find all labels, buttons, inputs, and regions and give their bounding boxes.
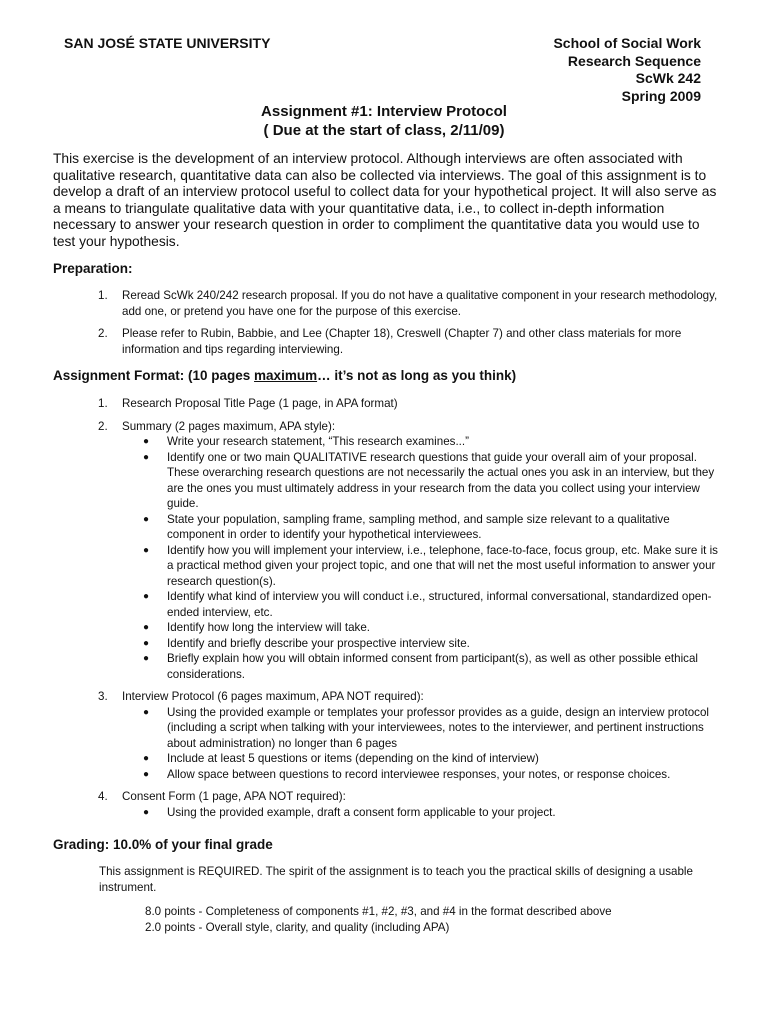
bullet-item: ● Identify how long the interview will take.: [143, 621, 370, 634]
bullet-item: ● Identify how you will implement your interview, i.e., telephone, face-to-face, focus group, etc. Make sure it is a practical method given your project topic, and one that will net the most useful information to answer your research question(s).: [143, 543, 718, 588]
bullet-item: ● Identify one or two main QUALITATIVE research questions that guide your overall aim of your proposal. These overarching research questions are not necessarily the actual ones you ask in an interview, but they are the ones you must ultimately address in your research from the data you collect using your interview guide.: [143, 450, 715, 510]
bullet-icon: ●: [143, 591, 150, 602]
bullet-icon: ●: [143, 768, 150, 780]
item-text: Reread ScWk 240/242 research proposal. If you do not have a qualitative component in your research methodology, add one, or pretend you have one for the purpose of this exercise.: [122, 289, 718, 318]
bullet-item: ● Identify what kind of interview you will conduct i.e., structured, informal conversational, standardized open-ended interview, etc.: [143, 590, 712, 619]
format-heading-tail: … it’s not as long as you think): [317, 368, 517, 383]
item-number: 4.: [98, 790, 108, 803]
bullet-icon: ●: [143, 806, 150, 818]
format-heading-text: Assignment Format: (10 pages: [53, 368, 255, 383]
item-text: Summary (2 pages maximum, APA style):: [122, 419, 336, 433]
bullet-item: ● Write your research statement, “This research examines...”: [143, 435, 469, 448]
bullet-item: ● State your population, sampling frame, sampling method, and sample size relevant to a qualitative component in order to identify your hypothetical interviewees.: [143, 512, 670, 541]
bullet-icon: ●: [143, 622, 150, 633]
course-info: [553, 35, 701, 105]
summary-bullets: [122, 434, 723, 682]
protocol-bullets: [122, 705, 723, 783]
item-number: 3.: [98, 690, 108, 703]
list-item: [53, 689, 723, 782]
bullet-item: ● Using the provided example or templates your professor provides as a guide, design an interview protocol (including a script when talking with your interviewees, notes to the interviewer, and pertinent instructions about administration) no longer than 6 pages: [143, 705, 709, 750]
bullet-item: ● Allow space between questions to record interviewee responses, your notes, or response choices.: [143, 767, 671, 781]
title-line-1: Assignment #1: Interview Protocol: [261, 103, 507, 120]
item-number: 2.: [98, 419, 108, 433]
points-line: 8.0 points - Completeness of components #1, #2, #3, and #4 in the format described above: [145, 905, 612, 918]
format-heading-emphasis: maximum: [254, 368, 318, 383]
bullet-icon: ●: [143, 544, 150, 556]
preparation-list: [53, 288, 723, 364]
item-text: Interview Protocol (6 pages maximum, APA NOT required):: [122, 690, 424, 703]
bullet-icon: ●: [143, 436, 150, 447]
grading-points: [145, 904, 612, 935]
consent-bullets: [122, 805, 723, 821]
list-item: [53, 419, 723, 683]
bullet-icon: ●: [143, 637, 150, 649]
grading-heading: Grading: 10.0% of your final grade: [53, 837, 273, 852]
item-text: Research Proposal Title Page (1 page, in APA format): [122, 397, 398, 410]
assignment-title: [0, 102, 768, 140]
list-item: [53, 396, 723, 412]
title-line-2: ( Due at the start of class, 2/11/09): [263, 122, 505, 139]
item-text: Please refer to Rubin, Babbie, and Lee (Chapter 18), Creswell (Chapter 7) and other class materials for more information and tips regarding interviewing.: [122, 327, 682, 356]
bullet-icon: ●: [143, 513, 150, 525]
bullet-item: ● Using the provided example, draft a consent form applicable to your project.: [143, 805, 556, 819]
list-item: [53, 789, 723, 820]
bullet-icon: ●: [143, 653, 150, 664]
item-text: Consent Form (1 page, APA NOT required):: [122, 790, 346, 803]
university-name: SAN JOSÉ STATE UNIVERSITY: [64, 35, 271, 51]
bullet-item: ● Identify and briefly describe your prospective interview site.: [143, 636, 470, 650]
grading-paragraph: This assignment is REQUIRED. The spirit of the assignment is to teach you the practical skills of designing a usable instrument.: [99, 865, 693, 894]
format-list: [53, 396, 723, 827]
school-name: School of Social Work: [553, 35, 701, 51]
item-number: 2.: [98, 327, 108, 340]
format-heading: [53, 368, 516, 383]
list-item: [53, 326, 723, 357]
sequence-name: Research Sequence: [567, 52, 701, 69]
bullet-item: ● Briefly explain how you will obtain informed consent from participant(s), as well as other possible ethical considerations.: [143, 652, 698, 681]
list-item: [53, 288, 723, 319]
term: Spring 2009: [621, 87, 701, 104]
course-code: ScWk 242: [635, 70, 701, 86]
bullet-icon: ●: [143, 451, 150, 463]
bullet-icon: ●: [143, 753, 150, 764]
points-line: 2.0 points - Overall style, clarity, and quality (including APA): [145, 920, 450, 934]
bullet-icon: ●: [143, 706, 150, 718]
item-number: 1.: [98, 397, 108, 410]
preparation-heading: Preparation:: [53, 261, 133, 276]
intro-paragraph: This exercise is the development of an interview protocol. Although interviews are often associated with qualitative research, quantitative data can also be collected via interviews. The goal of this assignment is to develop a draft of an interview protocol useful to collect data for your hypothetical project. It will also serve as a means to triangulate qualitative data with your quantitative data, i.e., to collect in-depth information necessary to answer your research question in order to compliment the quantitative data you would use to test your hypothesis.: [53, 151, 717, 249]
bullet-item: ● Include at least 5 questions or items (depending on the kind of interview): [143, 752, 539, 765]
item-number: 1.: [98, 289, 108, 302]
